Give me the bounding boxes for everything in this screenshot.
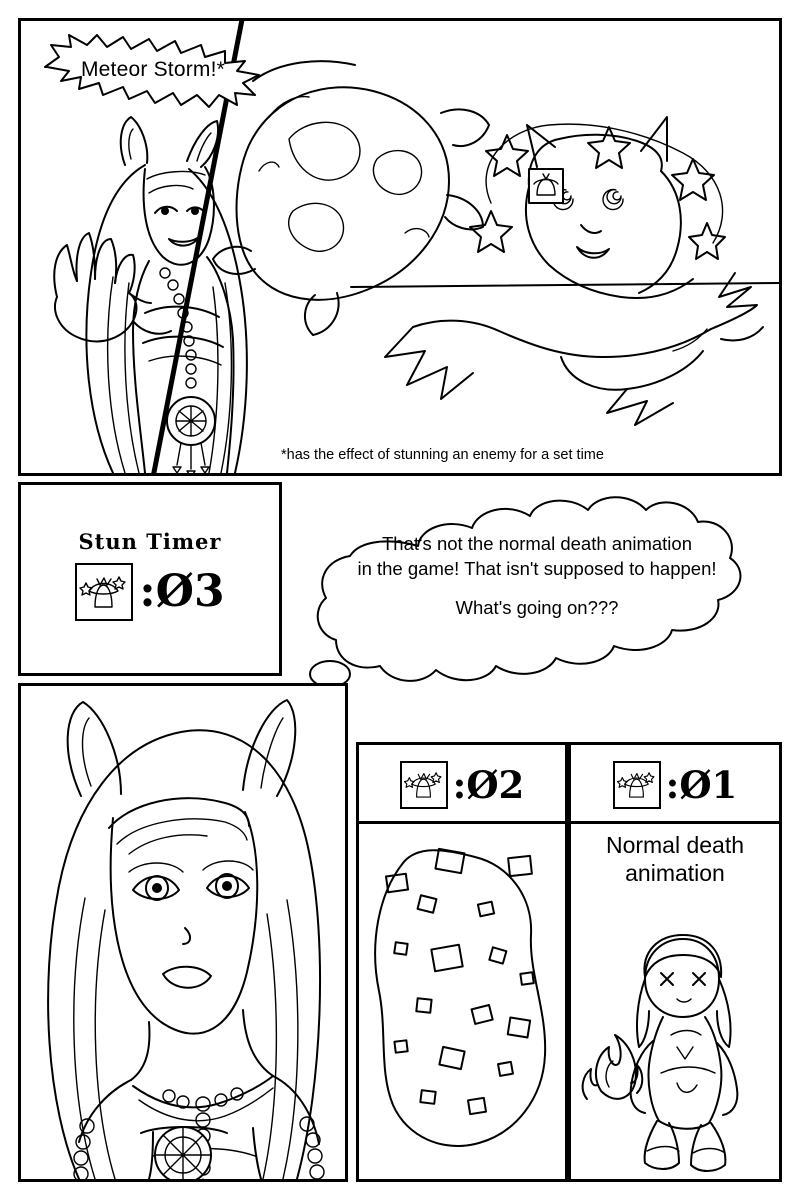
cloud-line-3: What's going on??? xyxy=(455,596,619,618)
stun-status-icon xyxy=(613,761,661,809)
stun-status-icon xyxy=(75,563,133,621)
panel6-divider xyxy=(571,821,779,824)
stun-icon-glyph xyxy=(402,763,445,806)
thought-cloud-text xyxy=(332,532,742,621)
death-caption: Normal death animation xyxy=(605,832,745,887)
cloud-line-2: in the game! That isn't supposed to happen! xyxy=(357,557,717,579)
death-timer-row xyxy=(571,761,779,809)
stun-icon-glyph xyxy=(615,763,658,806)
stun-icon-glyph xyxy=(77,565,130,618)
belt-medallion xyxy=(21,1099,345,1179)
stun-timer-value: :Ø3 xyxy=(139,566,225,617)
glitch-blob-art xyxy=(359,823,565,1182)
stun-timer-title: Stun Timer xyxy=(78,529,222,554)
glitch-timer-row xyxy=(359,761,565,809)
panel-glitch xyxy=(356,742,568,1182)
death-timer-value: :Ø1 xyxy=(665,762,738,807)
stun-status-icon xyxy=(400,761,448,809)
panel-normal-death xyxy=(568,742,782,1182)
thought-cloud-balloon xyxy=(292,490,782,695)
cloud-line-1: That's not the normal death animation xyxy=(382,533,692,554)
panel-stun-timer xyxy=(18,482,282,676)
stun-timer-row xyxy=(21,563,279,621)
panel-top xyxy=(18,18,782,476)
defeated-character-art xyxy=(571,923,779,1182)
footnote-text: *has the effect of stunning an enemy for a set time xyxy=(281,447,604,463)
shout-text: Meteor Storm!* xyxy=(80,58,225,81)
glitch-timer-value: :Ø2 xyxy=(452,762,525,807)
panel-closeup-face xyxy=(18,683,348,1182)
shout-balloon xyxy=(39,33,267,111)
